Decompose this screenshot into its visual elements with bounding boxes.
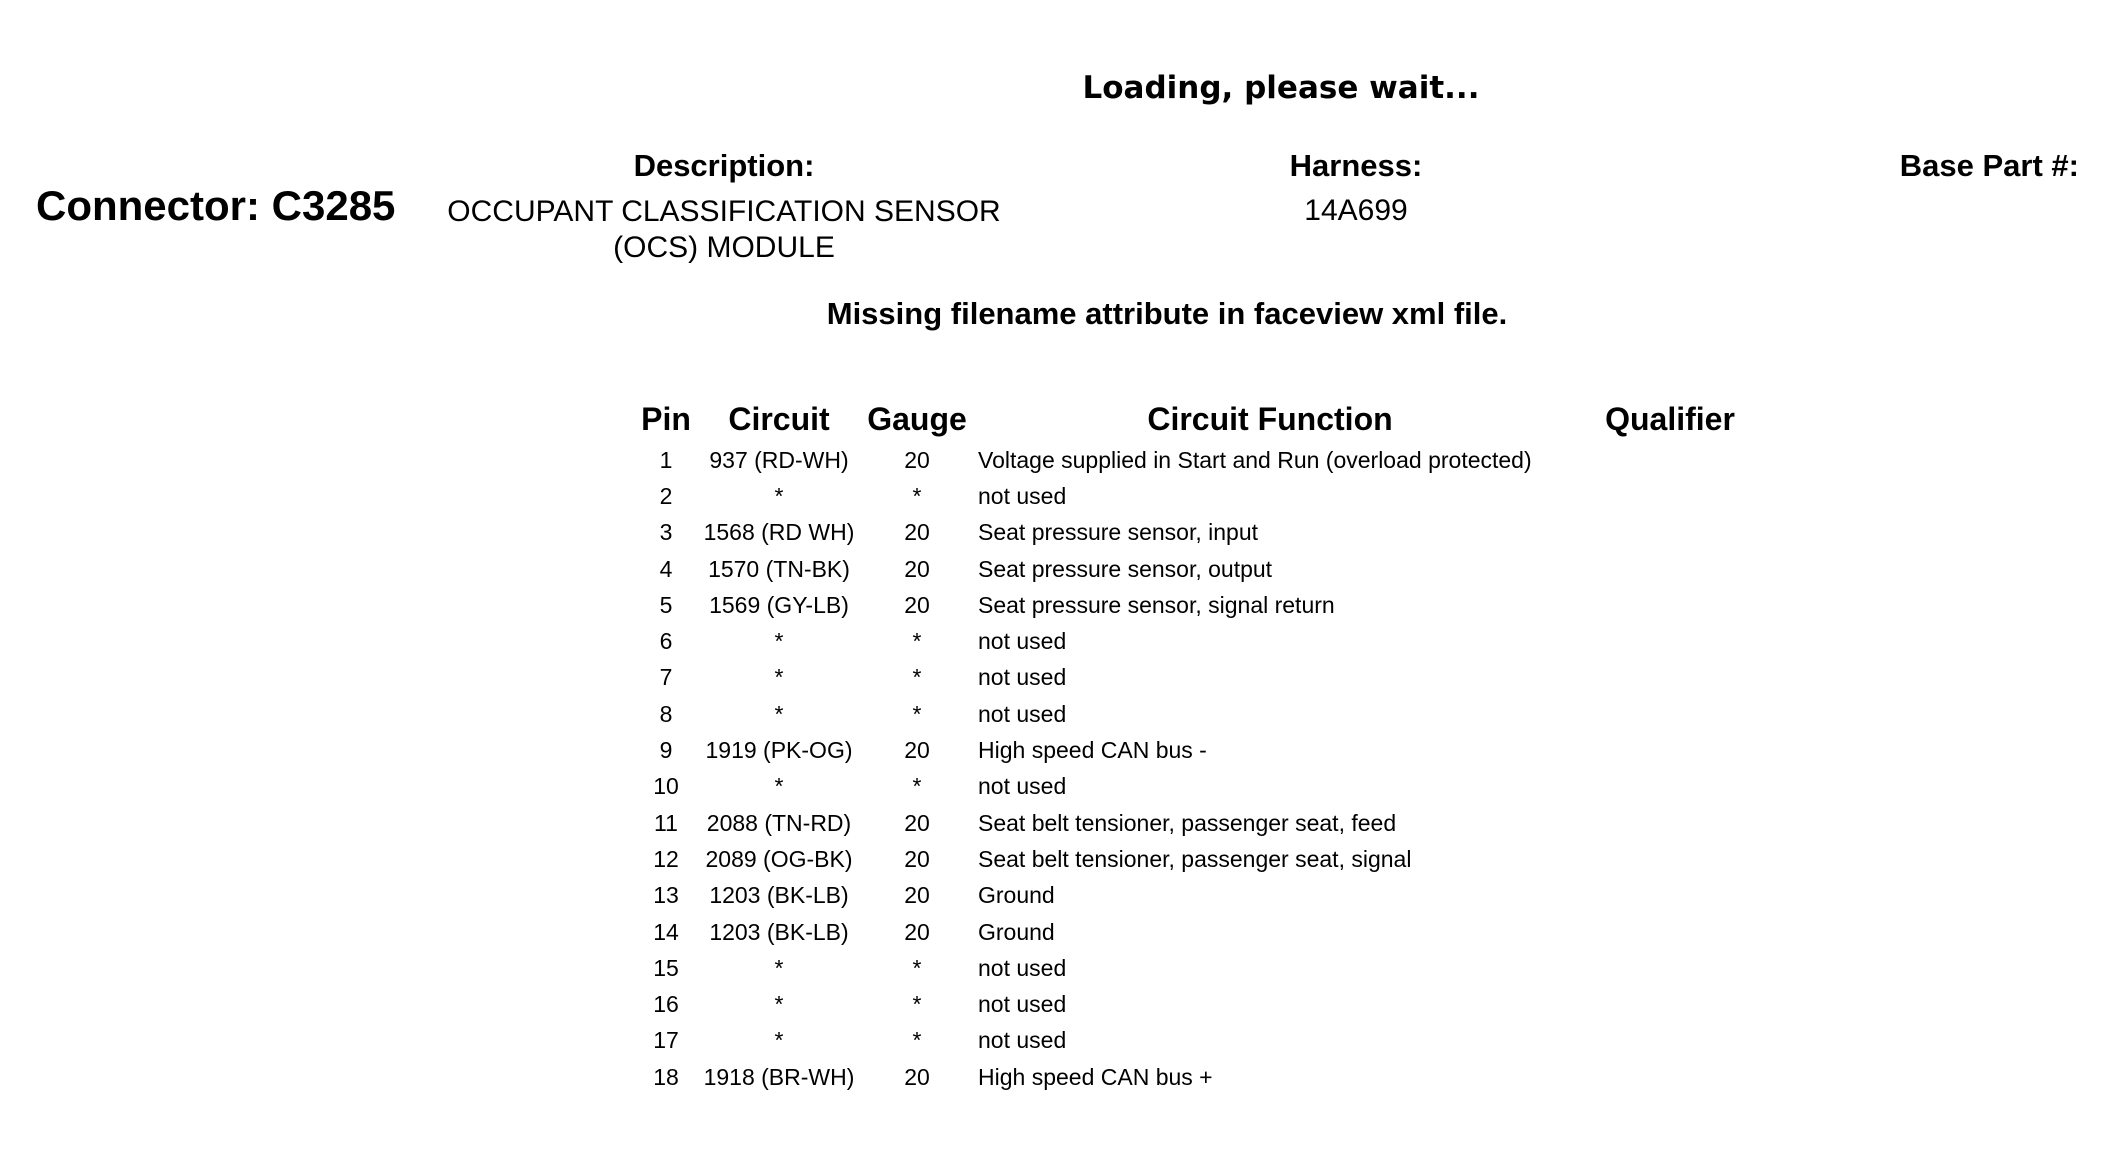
gauge-cell: 20 <box>904 845 930 872</box>
circuit-cell: 1919 (PK-OG) <box>705 737 853 764</box>
description-line-2: (OCS) MODULE <box>613 231 835 264</box>
table-row <box>630 442 1778 478</box>
header-circuit: Circuit <box>728 400 830 437</box>
base-part-header: Base Part #: <box>1899 148 2079 183</box>
function-cell: Seat pressure sensor, input <box>978 519 1258 546</box>
qualifier-cell <box>1562 478 1778 514</box>
function-cell: Seat pressure sensor, signal return <box>978 591 1335 618</box>
table-row <box>630 950 1778 986</box>
qualifier-cell <box>1562 841 1778 877</box>
connector-title: Connector: C3285 <box>36 182 396 229</box>
circuit-cell: 1918 (BR-WH) <box>703 1063 855 1090</box>
function-cell: not used <box>978 1027 1067 1054</box>
gauge-cell: 20 <box>904 555 930 582</box>
function-cell: not used <box>978 954 1067 981</box>
circuit-cell: * <box>774 628 784 655</box>
circuit-cell: * <box>774 773 784 800</box>
pin-cell: 3 <box>659 519 673 546</box>
circuit-cell: 1570 (TN-BK) <box>708 555 850 582</box>
pin-cell: 15 <box>653 954 679 981</box>
function-cell: Ground <box>978 882 1055 909</box>
circuit-cell: 1203 (BK-LB) <box>709 918 849 945</box>
table-row <box>630 1059 1778 1095</box>
gauge-cell: 20 <box>904 446 930 473</box>
gauge-cell: 20 <box>904 882 930 909</box>
table-row <box>630 696 1778 732</box>
qualifier-cell <box>1562 587 1778 623</box>
circuit-cell: 2089 (OG-BK) <box>705 845 853 872</box>
function-cell: High speed CAN bus - <box>978 737 1207 764</box>
qualifier-cell <box>1562 950 1778 986</box>
error-message: Missing filename attribute in faceview xml file. <box>826 296 1508 331</box>
function-cell: not used <box>978 700 1067 727</box>
header-gauge: Gauge <box>867 400 967 437</box>
description-header: Description: <box>633 148 815 183</box>
qualifier-cell <box>1562 1023 1778 1059</box>
circuit-cell: 1569 (GY-LB) <box>709 591 849 618</box>
gauge-cell: 20 <box>904 519 930 546</box>
function-cell: Seat belt tensioner, passenger seat, signal <box>978 845 1412 872</box>
pinout-table <box>630 396 1778 1095</box>
table-row <box>630 1023 1778 1059</box>
header-pin: Pin <box>641 400 691 437</box>
function-cell: not used <box>978 664 1067 691</box>
gauge-cell: * <box>912 991 922 1018</box>
pin-cell: 1 <box>659 446 673 473</box>
function-cell: not used <box>978 773 1067 800</box>
table-row <box>630 623 1778 659</box>
pin-cell: 16 <box>653 991 679 1018</box>
gauge-cell: 20 <box>904 1063 930 1090</box>
pin-cell: 12 <box>653 845 679 872</box>
table-row <box>630 732 1778 768</box>
qualifier-cell <box>1562 878 1778 914</box>
header-circuit-function: Circuit Function <box>1147 400 1393 437</box>
table-row <box>630 841 1778 877</box>
qualifier-cell <box>1562 805 1778 841</box>
qualifier-cell <box>1562 914 1778 950</box>
circuit-cell: 1568 (RD WH) <box>703 519 855 546</box>
harness-value: 14A699 <box>1304 194 1408 227</box>
pin-cell: 10 <box>653 773 679 800</box>
gauge-cell: * <box>912 664 922 691</box>
circuit-cell: * <box>774 482 784 509</box>
pin-cell: 2 <box>659 482 673 509</box>
qualifier-cell <box>1562 442 1778 478</box>
pin-cell: 4 <box>659 555 673 582</box>
gauge-cell: * <box>912 1027 922 1054</box>
function-cell: Ground <box>978 918 1055 945</box>
gauge-cell: * <box>912 482 922 509</box>
qualifier-cell <box>1562 623 1778 659</box>
pin-cell: 7 <box>659 664 673 691</box>
function-cell: not used <box>978 991 1067 1018</box>
description-value <box>404 194 1044 266</box>
qualifier-cell <box>1562 769 1778 805</box>
harness-header: Harness: <box>1289 148 1423 183</box>
function-cell: not used <box>978 482 1067 509</box>
circuit-cell: 937 (RD-WH) <box>709 446 849 473</box>
function-cell: Seat pressure sensor, output <box>978 555 1273 582</box>
gauge-cell: 20 <box>904 591 930 618</box>
circuit-cell: * <box>774 954 784 981</box>
table-row <box>630 805 1778 841</box>
gauge-cell: * <box>912 700 922 727</box>
table-header-row <box>630 396 1778 442</box>
table-row <box>630 551 1778 587</box>
circuit-cell: 2088 (TN-RD) <box>706 809 852 836</box>
pin-cell: 6 <box>659 628 673 655</box>
function-cell: Voltage supplied in Start and Run (overload protected) <box>978 446 1532 473</box>
pin-cell: 5 <box>659 591 673 618</box>
gauge-cell: * <box>912 628 922 655</box>
header-qualifier: Qualifier <box>1605 400 1735 437</box>
pin-cell: 14 <box>653 918 679 945</box>
table-row <box>630 769 1778 805</box>
pin-cell: 17 <box>653 1027 679 1054</box>
qualifier-cell <box>1562 515 1778 551</box>
pin-cell: 18 <box>653 1063 679 1090</box>
pin-cell: 13 <box>653 882 679 909</box>
qualifier-cell <box>1562 696 1778 732</box>
qualifier-cell <box>1562 986 1778 1022</box>
gauge-cell: * <box>912 773 922 800</box>
description-line-1: OCCUPANT CLASSIFICATION SENSOR <box>447 195 1001 228</box>
gauge-cell: 20 <box>904 918 930 945</box>
circuit-cell: 1203 (BK-LB) <box>709 882 849 909</box>
circuit-cell: * <box>774 700 784 727</box>
gauge-cell: * <box>912 954 922 981</box>
pin-cell: 8 <box>659 700 673 727</box>
table-row <box>630 986 1778 1022</box>
circuit-cell: * <box>774 991 784 1018</box>
circuit-cell: * <box>774 1027 784 1054</box>
table-row <box>630 478 1778 514</box>
qualifier-cell <box>1562 1059 1778 1095</box>
table-row <box>630 914 1778 950</box>
table-row <box>630 587 1778 623</box>
qualifier-cell <box>1562 551 1778 587</box>
table-row <box>630 878 1778 914</box>
gauge-cell: 20 <box>904 737 930 764</box>
table-row <box>630 515 1778 551</box>
pin-cell: 11 <box>654 809 678 836</box>
pin-cell: 9 <box>659 737 673 764</box>
function-cell: Seat belt tensioner, passenger seat, feed <box>978 809 1397 836</box>
qualifier-cell <box>1562 732 1778 768</box>
qualifier-cell <box>1562 660 1778 696</box>
loading-message: Loading, please wait... <box>1082 70 1480 106</box>
table-row <box>630 660 1778 696</box>
gauge-cell: 20 <box>904 809 930 836</box>
function-cell: High speed CAN bus + <box>978 1063 1213 1090</box>
circuit-cell: * <box>774 664 784 691</box>
function-cell: not used <box>978 628 1067 655</box>
